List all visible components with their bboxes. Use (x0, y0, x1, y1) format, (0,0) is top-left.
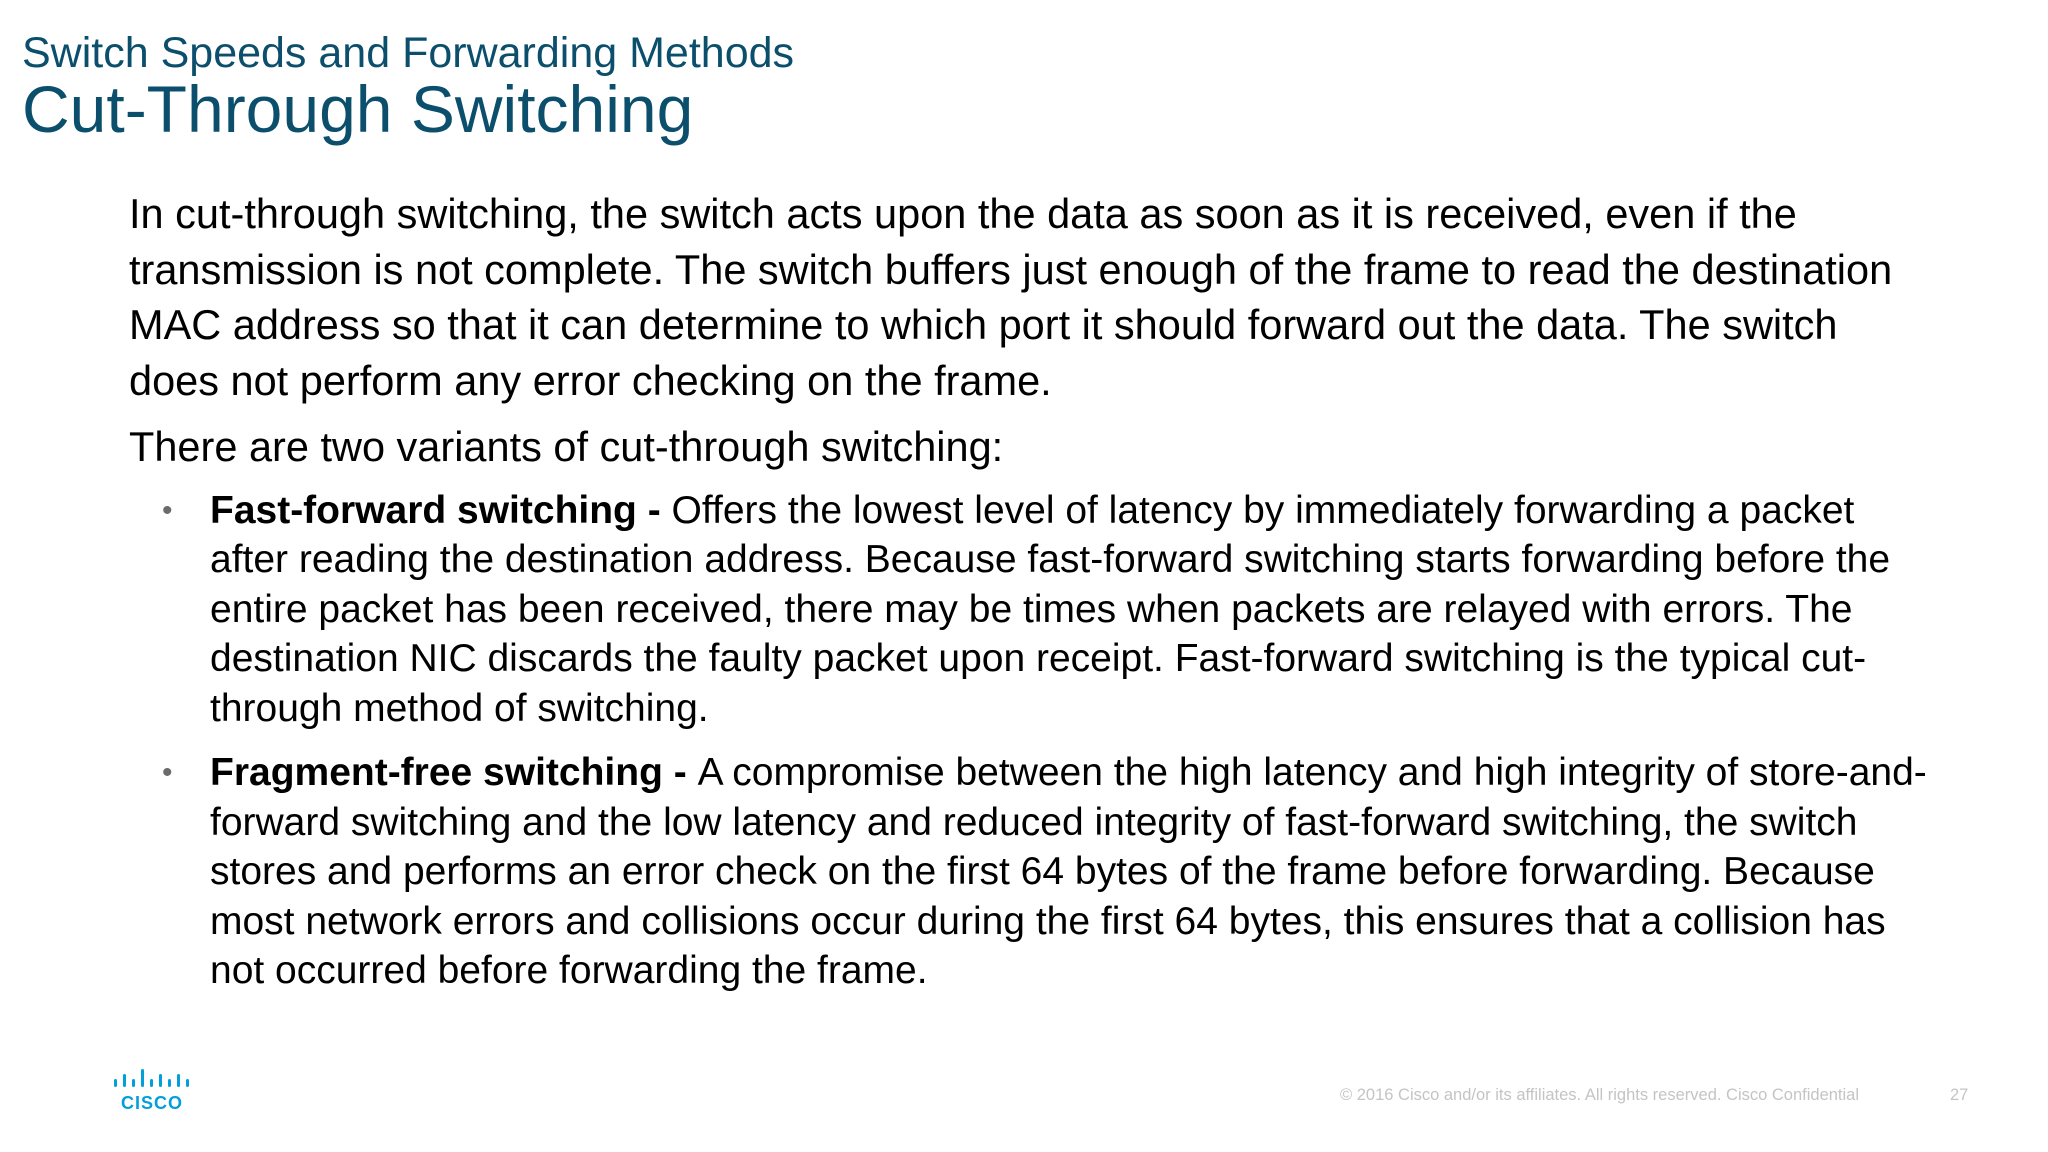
bullet-dot-icon: • (162, 756, 173, 789)
cisco-logo-text: CISCO (120, 1093, 184, 1113)
bullet-dot-icon: • (162, 493, 173, 527)
intro-paragraph: In cut-through switching, the switch acts upon the data as soon as it is received, even if the transmission is not complete. The switch buffers just enough of the frame to read the destination MAC address so that it can determine to which port it should forward out the data. The switch does not perform any error checking on the frame. (129, 190, 1893, 404)
bullet-heading: Fast-forward switching - (210, 488, 672, 532)
bullet-list (129, 486, 1939, 996)
footer-copyright: © 2016 Cisco and/or its affiliates. All rights reserved. Cisco Confidential (1340, 1086, 1860, 1104)
bullet-fragment-free (129, 748, 1939, 996)
slide-header (22, 28, 2022, 146)
cisco-logo-icon (112, 1066, 196, 1114)
slide-title: Cut-Through Switching (22, 72, 694, 146)
variants-paragraph: There are two variants of cut-through switching: (129, 423, 1004, 470)
bullet-heading: Fragment-free switching - (210, 751, 698, 794)
bullet-fast-forward (129, 486, 1939, 734)
page-number: 27 (1950, 1086, 1969, 1104)
bullet-text: A compromise between the high latency and high integrity of store-and-forward switching and the low latency and reduced integrity of fast-forward switching, the switch stores and performs an error check on the first 64 bytes of the frame before forwarding. Because most network errors and collisions occur during the first 64 bytes, this ensures that a collision has not occurred before forwarding the frame. (210, 751, 1927, 992)
slide-body (129, 186, 1939, 1011)
slide-subtitle: Switch Speeds and Forwarding Methods (22, 29, 795, 77)
bullet-text: Offers the lowest level of latency by immediately forwarding a packet after reading the destination address. Because fast-forward switching starts forwarding before the entire packet has been received, there may be times when packets are relayed with errors. The destination NIC discards the faulty packet upon receipt. Fast-forward switching is the typical cut-through method of switching. (210, 488, 1891, 730)
